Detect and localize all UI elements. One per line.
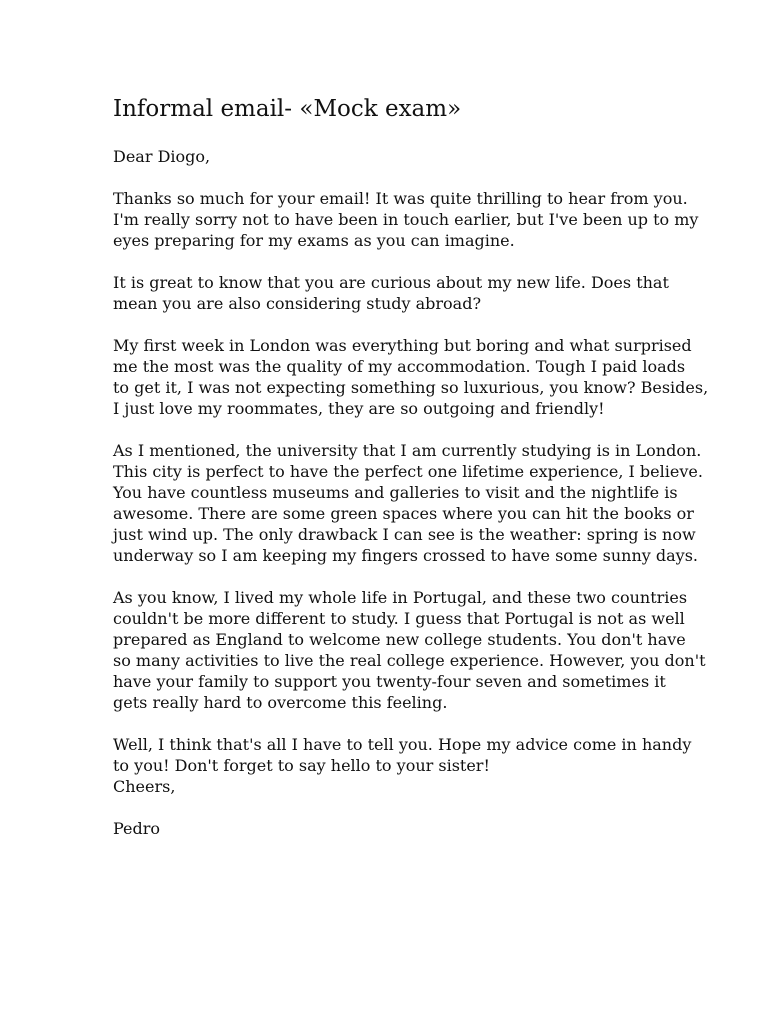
closing-line: Well, I think that's all I have to tell you. Hope my advice come in handy [113, 735, 692, 754]
paragraph-line: I just love my roommates, they are so outgoing and friendly! [113, 399, 605, 418]
paragraph-line: couldn't be more different to study. I guess that Portugal is not as well [113, 609, 685, 628]
sign-off: Cheers, [113, 777, 176, 796]
paragraph-line: underway so I am keeping my fingers crossed to have some sunny days. [113, 546, 698, 565]
paragraph-line: to get it, I was not expecting something so luxurious, you know? Besides, [113, 378, 709, 397]
paragraph-line: You have countless museums and galleries to visit and the nightlife is [113, 483, 678, 502]
greeting-line: Dear Diogo, [113, 147, 211, 166]
signature-block [113, 818, 673, 839]
closing [113, 734, 692, 797]
paragraph-1 [113, 188, 699, 251]
paragraph-line: As you know, I lived my whole life in Portugal, and these two countries [113, 588, 688, 607]
closing-line: to you! Don't forget to say hello to your sister! [113, 756, 490, 775]
signature: Pedro [113, 819, 161, 838]
paragraph-4 [113, 440, 703, 566]
paragraph-line: gets really hard to overcome this feeling. [113, 693, 448, 712]
paragraph-line: have your family to support you twenty-four seven and sometimes it [113, 672, 666, 691]
paragraph-line: eyes preparing for my exams as you can imagine. [113, 231, 515, 250]
paragraph-line: prepared as England to welcome new college students. You don't have [113, 630, 686, 649]
paragraph-3 [113, 335, 709, 419]
paragraph-line: My first week in London was everything but boring and what surprised [113, 336, 692, 355]
paragraph-line: This city is perfect to have the perfect one lifetime experience, I believe. [113, 462, 703, 481]
paragraph-2 [113, 272, 673, 314]
paragraph-5 [113, 587, 706, 713]
paragraph-line: mean you are also considering study abroad? [113, 294, 482, 313]
paragraph-line: It is great to know that you are curious about my new life. Does that [113, 273, 669, 292]
greeting [113, 146, 673, 167]
paragraph-line: me the most was the quality of my accommodation. Tough I paid loads [113, 357, 686, 376]
paragraph-line: I'm really sorry not to have been in touch earlier, but I've been up to my [113, 210, 699, 229]
email-document [113, 94, 709, 860]
paragraph-line: As I mentioned, the university that I am currently studying is in London. [113, 441, 702, 460]
document-title: Informal email- «Mock exam» [113, 96, 462, 122]
paragraph-line: Thanks so much for your email! It was quite thrilling to hear from you. [113, 189, 688, 208]
paragraph-line: so many activities to live the real college experience. However, you don't [113, 651, 706, 670]
paragraph-line: just wind up. The only drawback I can see is the weather: spring is now [113, 525, 696, 544]
paragraph-line: awesome. There are some green spaces where you can hit the books or [113, 504, 694, 523]
